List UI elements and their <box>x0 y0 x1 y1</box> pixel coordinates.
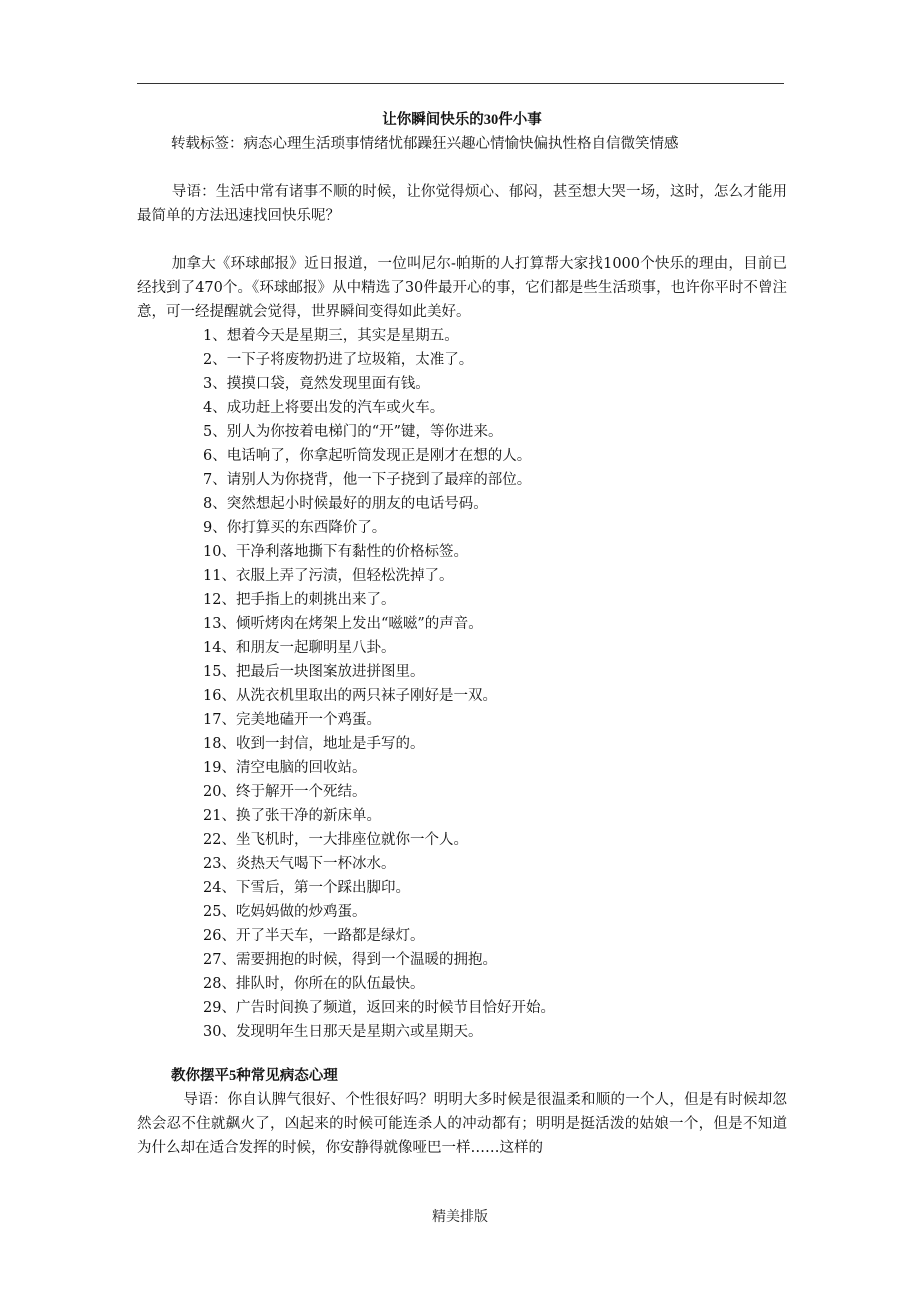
list-item: 22、坐飞机时，一大排座位就你一个人。 <box>203 832 468 848</box>
list-item: 26、开了半天车，一路都是绿灯。 <box>203 928 425 944</box>
list-item: 28、排队时，你所在的队伍最快。 <box>203 976 425 992</box>
list-item: 18、收到一封信，地址是手写的。 <box>203 736 425 752</box>
list-item: 5、别人为你按着电梯门的“开”键，等你进来。 <box>203 424 503 440</box>
list-item: 21、换了张干净的新床单。 <box>203 808 381 824</box>
list-item: 23、炎热天气喝下一杯冰水。 <box>203 856 396 872</box>
body-paragraph: 加拿大《环球邮报》近日报道，一位叫尼尔-帕斯的人打算帮大家找1000个快乐的理由，目前已经找到了470个。《环球邮报》从中精选了30件最开心的事，它们都是些生活琐事，也许你平时不曾注意，可一经提醒就会觉得，世界瞬间变得如此美好。 <box>137 256 787 320</box>
list-item: 8、突然想起小时候最好的朋友的电话号码。 <box>203 496 488 512</box>
section-title: 教你摆平5种常见病态心理 <box>171 1068 338 1084</box>
list-item: 25、吃妈妈做的炒鸡蛋。 <box>203 904 367 920</box>
intro-paragraph: 导语：生活中常有诸事不顺的时候，让你觉得烦心、郁闷，甚至想大哭一场，这时，怎么才能用最简单的方法迅速找回快乐呢？ <box>137 184 787 224</box>
list-item: 15、把最后一块图案放进拼图里。 <box>203 664 425 680</box>
list-item: 9、你打算买的东西降价了。 <box>203 520 387 536</box>
list-item: 17、完美地磕开一个鸡蛋。 <box>203 712 381 728</box>
list-item: 11、衣服上弄了污渍，但轻松洗掉了。 <box>203 568 454 584</box>
spacer <box>137 228 787 252</box>
list-item: 20、终于解开一个死结。 <box>203 784 367 800</box>
list-item: 13、倾听烤肉在烤架上发出“嗞嗞”的声音。 <box>203 616 483 632</box>
page-footer: 精美排版 <box>432 1209 488 1225</box>
list-item: 29、广告时间换了频道，返回来的时候节目恰好开始。 <box>203 1000 555 1016</box>
happy-things-list <box>137 324 787 1044</box>
list-item: 3、摸摸口袋，竟然发现里面有钱。 <box>203 376 430 392</box>
section-intro-paragraph: 导语：你自认脾气很好、个性很好吗？明明大多时候是很温柔和顺的一个人，但是有时候却忽然会忍不住就飙火了，凶起来的时候可能连杀人的冲动都有；明明是挺活泼的姑娘一个，但是不知道为什么却在适合发挥的时候，你安静得就像哑巴一样……这样的 <box>137 1092 787 1156</box>
list-item: 1、想着今天是星期三，其实是星期五。 <box>203 328 459 344</box>
list-item: 14、和朋友一起聊明星八卦。 <box>203 640 396 656</box>
list-item: 16、从洗衣机里取出的两只袜子刚好是一双。 <box>203 688 497 704</box>
list-item: 7、请别人为你挠背，他一下子挠到了最痒的部位。 <box>203 472 532 488</box>
article-title: 让你瞬间快乐的30件小事 <box>382 112 542 128</box>
spacer <box>137 1044 787 1064</box>
list-item: 10、干净利落地撕下有黏性的价格标签。 <box>203 544 468 560</box>
list-item: 6、电话响了，你拿起听筒发现正是刚才在想的人。 <box>203 448 532 464</box>
list-item: 27、需要拥抱的时候，得到一个温暖的拥抱。 <box>203 952 497 968</box>
list-item: 24、下雪后，第一个踩出脚印。 <box>203 880 410 896</box>
list-item: 2、一下子将废物扔进了垃圾箱，太准了。 <box>203 352 474 368</box>
list-item: 12、把手指上的刺挑出来了。 <box>203 592 396 608</box>
header-rule <box>137 83 784 84</box>
list-item: 4、成功赶上将要出发的汽车或火车。 <box>203 400 445 416</box>
list-item: 30、发现明年生日那天是星期六或星期天。 <box>203 1024 483 1040</box>
list-item: 19、清空电脑的回收站。 <box>203 760 367 776</box>
spacer <box>137 156 787 180</box>
article-tags: 转载标签：病态心理生活琐事情绪忧郁躁狂兴趣心情愉快偏执性格自信微笑情感 <box>171 136 679 152</box>
document-body <box>137 108 787 1160</box>
